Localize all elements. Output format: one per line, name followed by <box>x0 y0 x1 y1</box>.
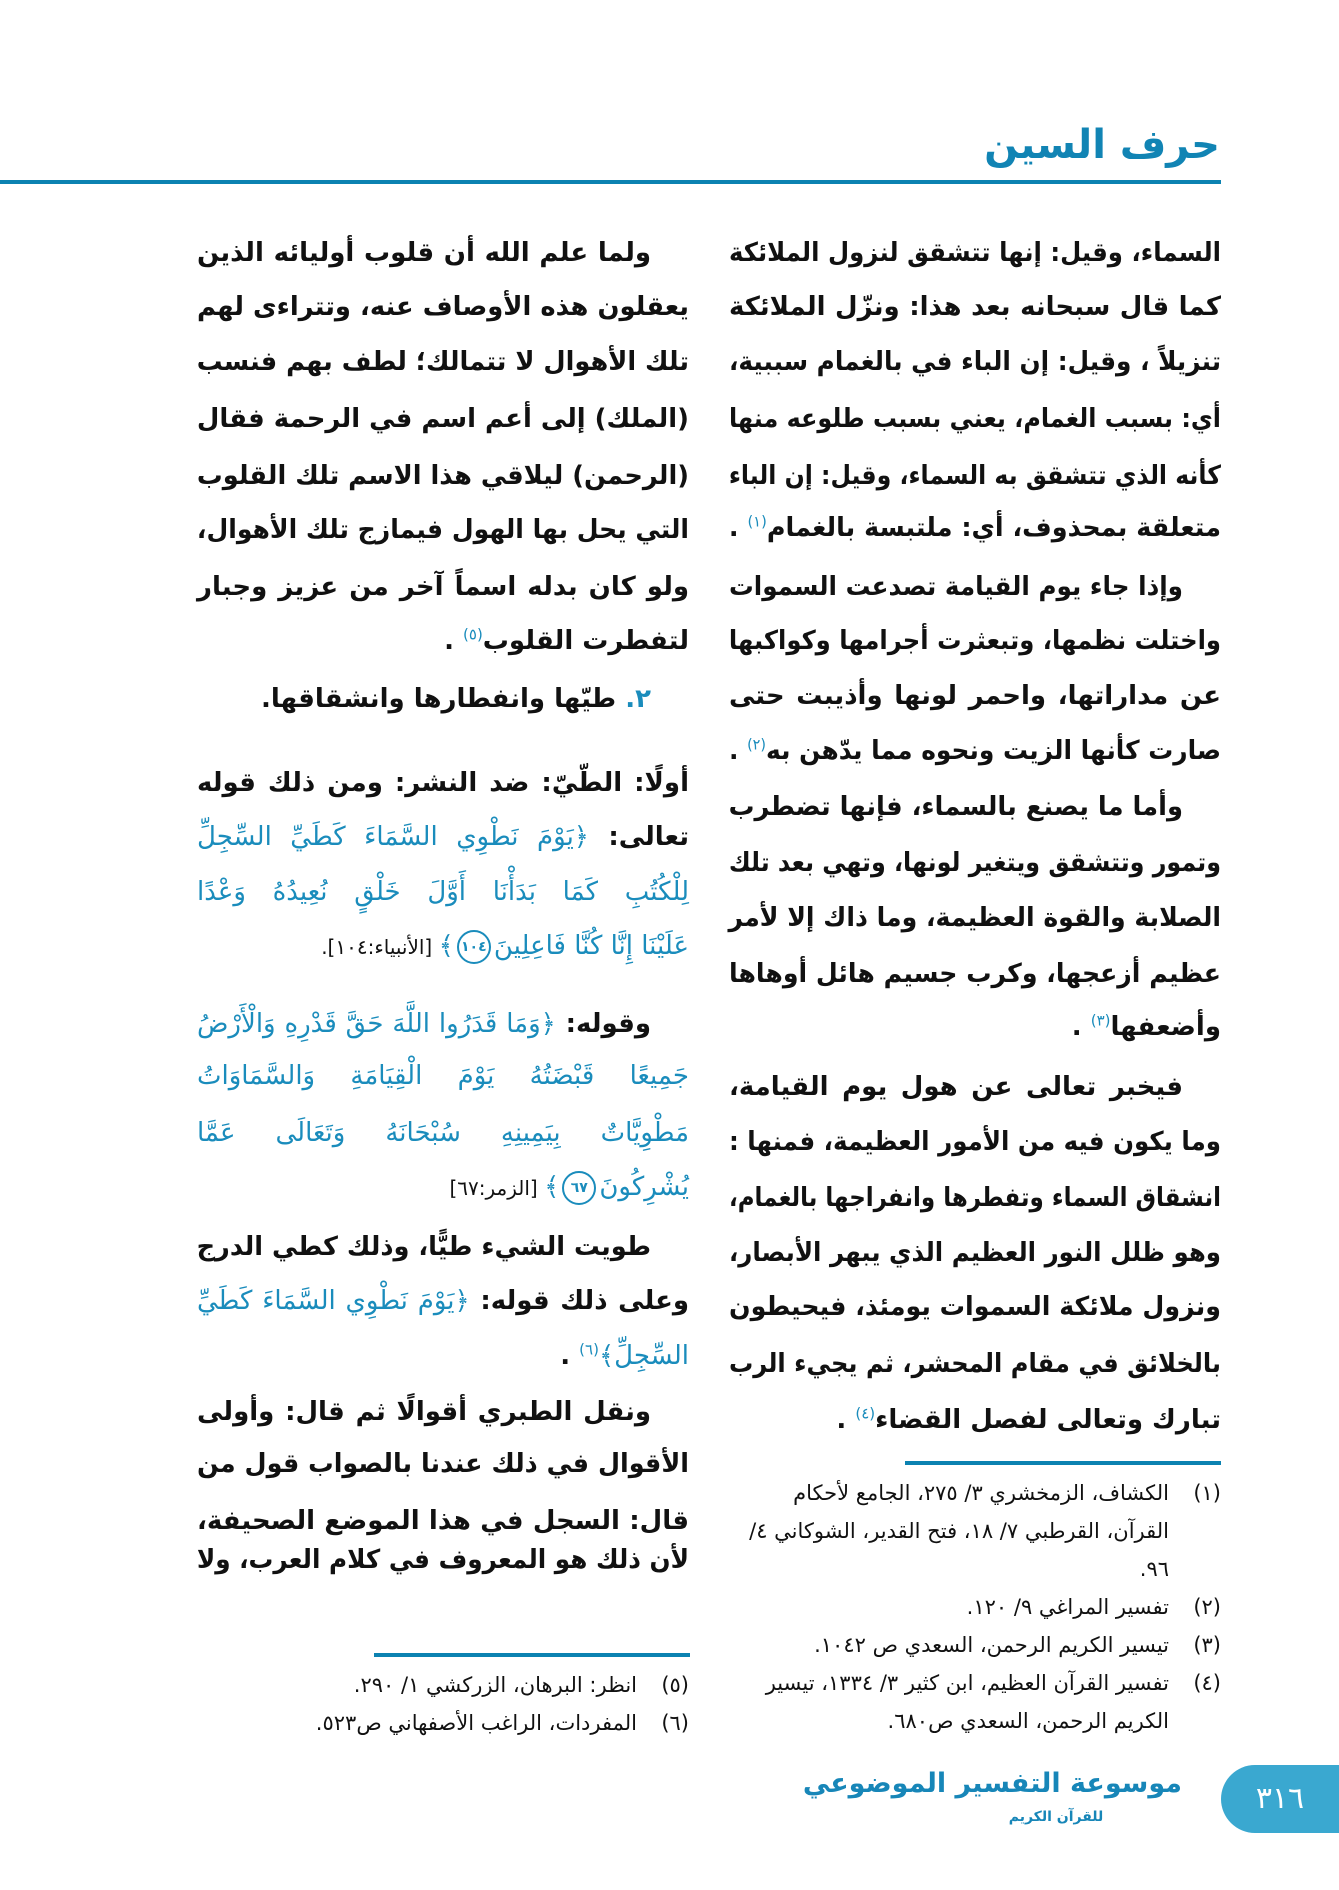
quran-verse-text: جَمِيعًا قَبْضَتُهُ يَوْمَ الْقِيَامَةِ وَالسَّمَاوَاتُ <box>197 1061 689 1091</box>
text-line <box>197 997 651 1051</box>
body-text: وقوله: <box>555 1009 651 1039</box>
body-text: فيخبر تعالى عن هول يوم القيامة، <box>729 1072 1183 1102</box>
body-text: يعقلون هذه الأوصاف عنه، وتتراءى لهم <box>197 292 689 322</box>
section-heading <box>197 672 651 726</box>
text-line <box>197 503 689 557</box>
body-text: وأضعفها <box>1110 1012 1221 1042</box>
body-text: الصلابة والقوة العظيمة، وما ذاك إلا لأمر <box>728 903 1221 933</box>
text-line <box>197 449 689 503</box>
ayah-number-mark: ١٠٤ <box>457 930 491 964</box>
footnote-number: (١) <box>1193 1481 1221 1505</box>
body-text: وإذا جاء يوم القيامة تصدعت السموات <box>729 572 1183 602</box>
text-line <box>197 1533 689 1587</box>
body-text: وهو ظلل النور العظيم الذي يبهر الأبصار، <box>729 1238 1221 1268</box>
text-line <box>729 1393 1221 1447</box>
body-text: . <box>444 626 464 656</box>
body-text: عن مداراتها، واحمر لونها وأذيبت حتى <box>729 681 1221 711</box>
footnote-marker[interactable]: (٤) <box>855 1404 876 1423</box>
footnote-number: (٣) <box>1193 1633 1221 1657</box>
body-text: انشقاق السماء وتفطرها وانفراجها بالغمام، <box>729 1183 1221 1213</box>
footnote-text: انظر: البرهان، الزركشي ١/ ٢٩٠. <box>353 1673 637 1697</box>
body-text: . <box>836 1405 856 1435</box>
body-text: صارت كأنها الزيت ونحوه مما يدّهن به <box>766 736 1221 766</box>
quran-verse-text: ﴿يَوْمَ نَطْوِي السَّمَاءَ كَطَيِّ <box>197 1286 470 1316</box>
text-line <box>197 865 689 919</box>
body-text: وعلى ذلك قوله: <box>469 1286 689 1316</box>
body-text: لتفطرت القلوب <box>482 626 689 656</box>
text-line <box>197 1220 651 1274</box>
text-line <box>197 919 689 973</box>
footnote-item <box>197 1704 689 1742</box>
footnotes-right <box>729 1474 1221 1740</box>
footnote-text: تيسير الكريم الرحمن، السعدي ص ١٠٤٢. <box>814 1633 1169 1657</box>
footnote-marker[interactable]: (٣) <box>1090 1011 1111 1030</box>
text-line <box>729 614 1221 668</box>
text-line <box>729 780 1183 834</box>
footnote-text: المفردات، الراغب الأصفهاني ص٥٢٣. <box>315 1711 637 1735</box>
footnotes-left <box>197 1666 689 1742</box>
text-line <box>729 1115 1221 1169</box>
body-text: وتمور وتتشقق ويتغير لونها، وتهي بعد تلك <box>728 848 1221 878</box>
footnote-marker[interactable]: (١) <box>747 512 767 531</box>
text-line <box>729 1060 1183 1114</box>
body-text: طيّها وانفطارها وانشقاقها. <box>261 684 626 714</box>
text-line <box>729 1226 1221 1280</box>
text-line <box>197 1049 689 1103</box>
body-text: أولًا: الطّيّ: ضد النشر: ومن ذلك قوله <box>197 768 689 798</box>
text-line <box>729 335 1221 389</box>
logo-title: موسوعة التفسير الموضوعي <box>802 1768 1182 1799</box>
body-text: . <box>728 736 748 766</box>
body-text: أي: بسبب الغمام، يعني بسبب طلوعه منها <box>729 404 1221 434</box>
text-line <box>197 1106 689 1160</box>
body-text: ونقل الطبري أقوالًا ثم قال: وأولى <box>197 1397 651 1427</box>
body-text: (الرحمن) ليلاقي هذا الاسم تلك القلوب <box>196 461 689 491</box>
body-text: تلك الأهوال لا تتمالك؛ لطف بهم فنسب <box>196 347 689 377</box>
quran-verse-text: ﴾ <box>544 1172 560 1202</box>
text-line <box>197 560 689 614</box>
text-line <box>197 614 689 668</box>
logo-subtitle: للقرآن الكريم <box>1008 1809 1104 1825</box>
text-line <box>197 392 689 446</box>
quran-verse-text: ﴿يَوْمَ نَطْوِي السَّمَاءَ كَطَيِّ السِّجِلِّ <box>197 822 590 852</box>
body-text: (الملك) إلى أعم اسم في الرحمة فقال <box>196 404 690 434</box>
quran-verse-text: السِّجِلِّ﴾ <box>598 1341 689 1371</box>
page-number: ٣١٦ <box>1221 1765 1339 1833</box>
text-line <box>729 280 1221 334</box>
text-line <box>729 392 1221 446</box>
footnote-number: (٤) <box>1193 1671 1221 1695</box>
chapter-title: حرف السين <box>984 122 1220 168</box>
body-text: عظيم أزعجها، وكرب جسيم هائل أوهاها <box>729 959 1221 989</box>
body-text: الأقوال في ذلك عندنا بالصواب قول من <box>197 1449 689 1479</box>
quran-verse-text: مَطْوِيَّاتٌ بِيَمِينِهِ سُبْحَانَهُ وَتَعَالَى عَمَّا <box>197 1118 689 1148</box>
body-text: . <box>728 513 748 543</box>
footnote-marker[interactable]: (٦) <box>579 1340 599 1359</box>
body-text: . <box>1071 1012 1091 1042</box>
body-text: السماء، وقيل: إنها تتشقق لنزول الملائكة <box>729 238 1221 268</box>
body-text: التي يحل بها الهول فيمازج تلك الأهوال، <box>196 515 690 545</box>
footnote-item <box>729 1474 1221 1588</box>
footnote-item <box>729 1588 1221 1626</box>
text-line <box>729 947 1221 1001</box>
footnote-text: تفسير المراغي ٩/ ١٢٠. <box>966 1595 1169 1619</box>
body-text: كأنه الذي تتشقق به السماء، وقيل: إن الباء <box>728 461 1221 491</box>
text-line <box>197 335 689 389</box>
verse-reference: [الزمر:٦٧] <box>449 1176 545 1200</box>
text-line <box>729 724 1221 778</box>
body-text: ولما علم الله أن قلوب أوليائه الذين <box>197 238 651 268</box>
footnote-number: (٥) <box>661 1673 689 1697</box>
body-text: لأن ذلك هو المعروف في كلام العرب، ولا <box>196 1545 690 1575</box>
body-text: تعالى: <box>589 822 689 852</box>
footnote-text: تفسير القرآن العظيم، ابن كثير ٣/ ١٣٣٤، تيسير الكريم الرحمن، السعدي ص٦٨٠. <box>765 1671 1169 1733</box>
body-text: طويت الشيء طيًّا، وذلك كطي الدرج <box>196 1232 651 1262</box>
footnote-marker[interactable]: (٥) <box>463 625 483 644</box>
text-line <box>729 891 1221 945</box>
footnote-text: الكشاف، الزمخشري ٣/ ٢٧٥، الجامع لأحكام القرآن، القرطبي ٧/ ١٨، فتح القدير، الشوكاني ٤/ ٩٦. <box>749 1481 1169 1581</box>
text-line <box>729 226 1221 280</box>
footnote-item <box>729 1664 1221 1740</box>
body-text: تبارك وتعالى لفصل القضاء <box>875 1405 1221 1435</box>
text-line <box>197 280 689 334</box>
text-line <box>197 1385 651 1439</box>
text-line <box>197 756 689 810</box>
quran-verse-text: ﴾ <box>438 931 454 961</box>
text-line <box>729 560 1183 614</box>
footnote-item <box>729 1626 1221 1664</box>
body-text: وما يكون فيه من الأمور العظيمة، فمنها : <box>728 1127 1221 1157</box>
text-line <box>729 449 1221 503</box>
body-text: واختلت نظمها، وتبعثرت أجرامها وكواكبها <box>728 626 1221 656</box>
body-text: تنزيلاً ، وقيل: إن الباء في بالغمام سببية، <box>729 347 1221 377</box>
text-line <box>197 226 651 280</box>
section-number: ٢. <box>625 684 651 714</box>
text-line <box>197 1329 689 1383</box>
body-text: قال: السجل في هذا الموضع الصحيفة، <box>197 1506 689 1536</box>
body-text: ولو كان بدله اسماً آخر من عزيز وجبار <box>197 572 689 602</box>
text-line <box>729 669 1221 723</box>
text-line <box>729 836 1221 890</box>
body-text: متعلقة بمحذوف، أي: ملتبسة بالغمام <box>766 513 1221 543</box>
quran-verse-text: ﴿وَمَا قَدَرُوا اللَّهَ حَقَّ قَدْرِهِ وَالْأَرْضُ <box>197 1009 556 1039</box>
text-line <box>729 501 1221 555</box>
footnote-item <box>197 1666 689 1704</box>
body-text: . <box>560 1341 580 1371</box>
body-text: كما قال سبحانه بعد هذا: ونزّل الملائكة <box>729 292 1221 322</box>
quran-verse-text: عَلَيْنَا إِنَّا كُنَّا فَاعِلِينَ <box>493 931 689 961</box>
text-line <box>729 1280 1221 1334</box>
quran-verse-text: لِلْكُتُبِ كَمَا بَدَأْنَا أَوَّلَ خَلْقٍ نُعِيدُهُ وَعْدًا <box>197 877 689 907</box>
body-text: وأما ما يصنع بالسماء، فإنها تضطرب <box>728 792 1183 822</box>
body-text: بالخلائق في مقام المحشر، ثم يجيء الرب <box>729 1349 1221 1379</box>
text-line <box>729 1337 1221 1391</box>
verse-reference: [الأنبياء:١٠٤]. <box>321 935 439 959</box>
text-line <box>197 810 689 864</box>
quran-verse-text: يُشْرِكُونَ <box>599 1172 689 1202</box>
text-line <box>197 1274 689 1328</box>
footnote-number: (٢) <box>1193 1595 1221 1619</box>
footnote-number: (٦) <box>661 1711 689 1735</box>
footnote-divider-right <box>905 1461 1221 1465</box>
body-text: ونزول ملائكة السموات يومئذ، فيحيطون <box>729 1292 1221 1322</box>
text-line <box>197 1160 689 1214</box>
text-line <box>729 1000 1221 1054</box>
encyclopedia-logo <box>802 1762 1182 1844</box>
header-divider <box>0 180 1221 184</box>
text-line <box>729 1171 1221 1225</box>
ayah-number-mark: ٦٧ <box>562 1171 596 1205</box>
footnote-marker[interactable]: (٢) <box>747 735 767 754</box>
text-line <box>197 1437 689 1491</box>
footnote-divider-left <box>374 1653 690 1657</box>
